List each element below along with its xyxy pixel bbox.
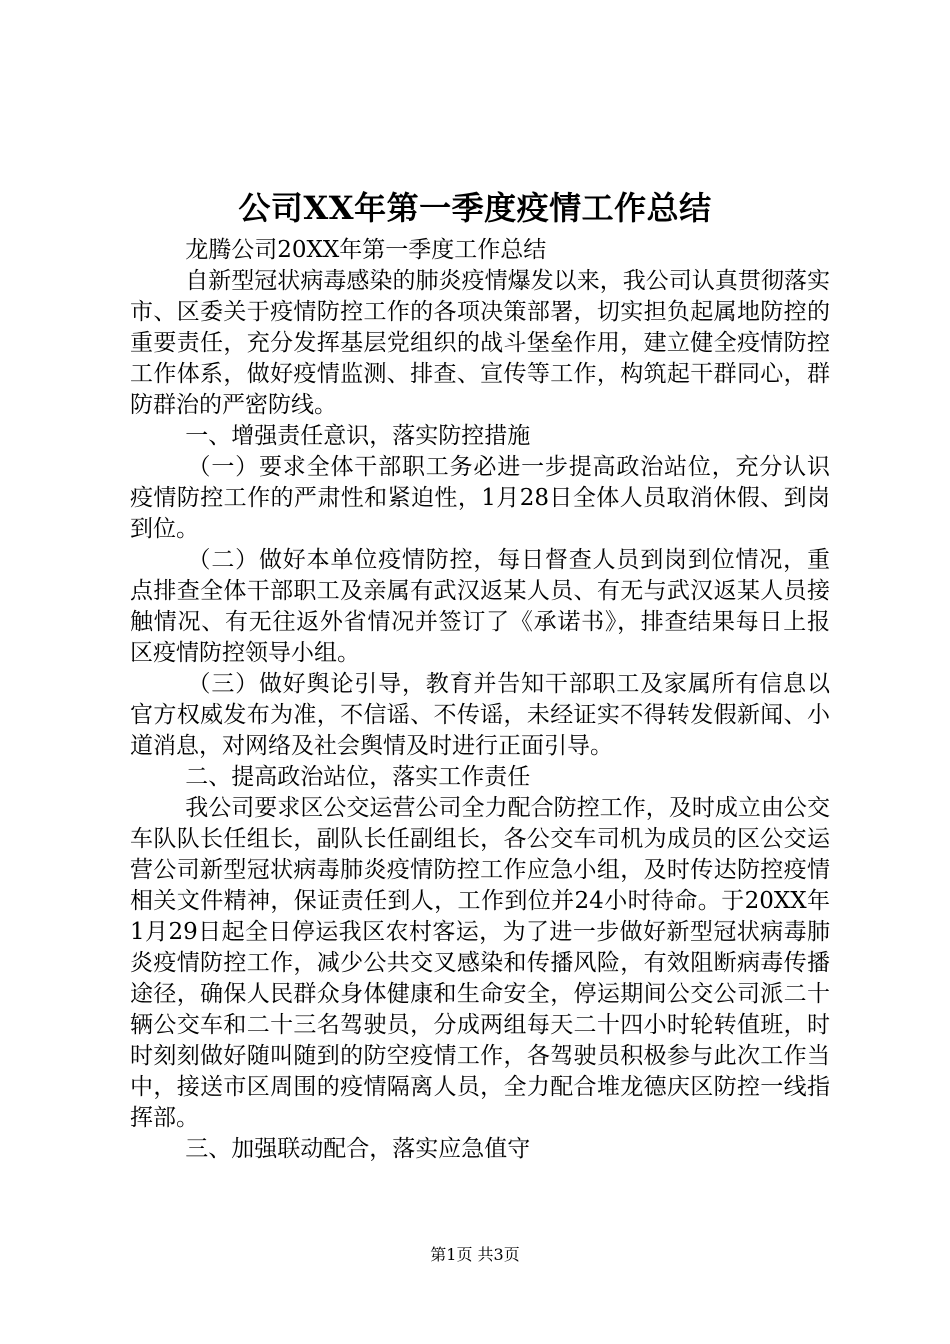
section-2-paragraph: 我公司要求区公交运营公司全力配合防控工作，及时成立由公交车队队长任组长，副队长任副组长，各公交车司机为成员的区公交运营公司新型冠状病毒肺炎疫情防控工作应急小组，及时传达防控疫情相关文件精神，保证责任到人，工作到位并24小时待命。于20XX年1月29日起全日停运我区农村客运，为了进一步做好新型冠状病毒肺炎疫情防控工作，减少公共交叉感染和传播风险，有效阻断病毒传播途径，确保人民群众身体健康和生命安全，停运期间公交公司派二十辆公交车和二十三名驾驶员，分成两组每天二十四小时轮转值班，时时刻刻做好随叫随到的防空疫情工作，各驾驶员积极参与此次工作当中，接送市区周围的疫情隔离人员，全力配合堆龙德庆区防控一线指挥部。 — [130, 795, 830, 1131]
section-heading-2: 二、提高政治站位，落实工作责任 — [185, 764, 531, 790]
document-body — [130, 235, 830, 1165]
page-number-footer: 第1页 共3页 — [430, 1245, 520, 1264]
company-report-heading: 龙腾公司20XX年第一季度工作总结 — [185, 237, 547, 263]
document-title: 公司XX年第一季度疫情工作总结 — [238, 189, 712, 227]
subsection-2-paragraph: （二）做好本单位疫情防控，每日督查人员到岗到位情况，重点排查全体干部职工及亲属有武汉返某人员、有无与武汉返某人员接触情况、有无往返外省情况并签订了《承诺书》，排查结果每日上报区疫情防控领导小组。 — [130, 547, 830, 666]
intro-paragraph: 自新型冠状病毒感染的肺炎疫情爆发以来，我公司认真贯彻落实市、区委关于疫情防控工作的各项决策部署，切实担负起属地防控的重要责任，充分发挥基层党组织的战斗堡垒作用，建立健全疫情防控工作体系，做好疫情监测、排查、宣传等工作，构筑起干群同心，群防群治的严密防线。 — [130, 268, 830, 418]
subsection-1-paragraph: （一）要求全体干部职工务必进一步提高政治站位，充分认识疫情防控工作的严肃性和紧迫性，1月28日全体人员取消休假、到岗到位。 — [130, 454, 830, 542]
section-heading-1: 一、增强责任意识，落实防控措施 — [185, 423, 531, 449]
section-heading-3: 三、加强联动配合，落实应急值守 — [185, 1136, 531, 1162]
subsection-3-paragraph: （三）做好舆论引导，教育并告知干部职工及家属所有信息以官方权威发布为准，不信谣、不传谣，未经证实不得转发假新闻、小道消息，对网络及社会舆情及时进行正面引导。 — [130, 671, 830, 759]
